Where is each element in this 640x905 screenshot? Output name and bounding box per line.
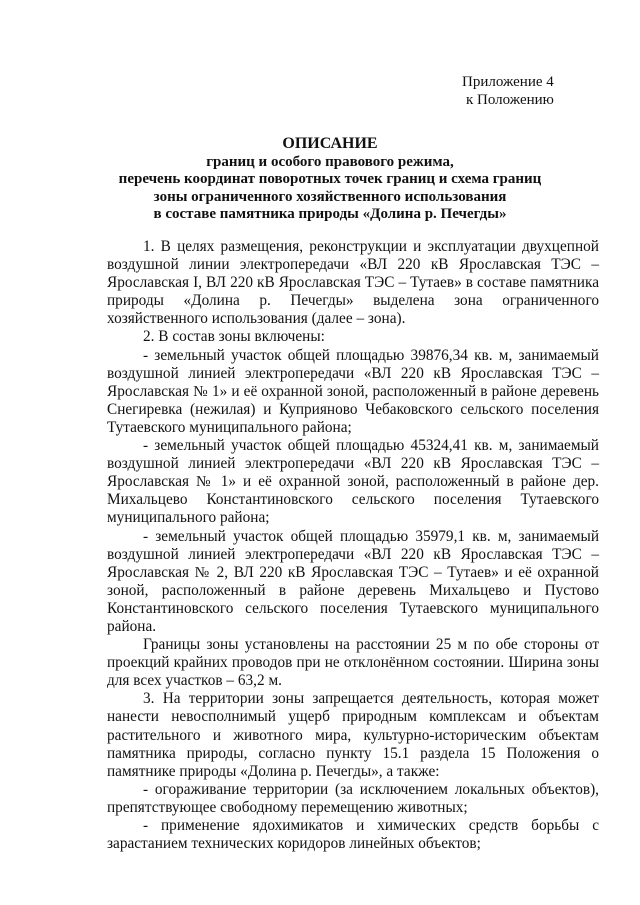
paragraph-6: Границы зоны установлены на расстоянии 25 м по обе стороны от проекций крайних проводов при не отклонённом состоянии. Ширина зоны для всех участков – 63,2 м.: [107, 636, 599, 690]
heading-line-1: границ и особого правового режима,: [206, 153, 454, 170]
paragraph-4: - земельный участок общей площадью 45324,41 кв. м, занимаемый воздушной линией электропередачи «ВЛ 220 кВ Ярославская ТЭС – Ярославская № 1» и её охранной зоной, расположенный в районе дер. Михальцево Константиновского сельского поселения Тутаевского муниципального района;: [107, 437, 599, 527]
appendix-reference: [462, 73, 602, 109]
paragraph-1: 1. В целях размещения, реконструкции и эксплуатации двухцепной воздушной линии электропередачи «ВЛ 220 кВ Ярославская ТЭС – Ярославская I, ВЛ 220 кВ Ярославская ТЭС – Тутаев» в составе памятника природы «Долина р. Печегды» выделена зона ограниченного хозяйственного использования (далее – зона).: [107, 238, 599, 328]
document-heading: [60, 135, 600, 224]
paragraph-8: - огораживание территории (за исключением локальных объектов), препятствующее свободному перемещению животных;: [107, 780, 599, 816]
paragraph-7: 3. На территории зоны запрещается деятельность, которая может нанести невосполнимый ущерб природным комплексам и объектам растительного и животного мира, культурно-историческим объектам памятника природы, согласно пункту 15.1 раздела 15 Положения о памятнике природы «Долина р. Печегды», а также:: [107, 690, 599, 780]
paragraph-3: - земельный участок общей площадью 39876,34 кв. м, занимаемый воздушной линией электропередачи «ВЛ 220 кВ Ярославская ТЭС – Ярославская № 1» и её охранной зоной, расположенный в районе деревень Снегиревка (нежилая) и Куприяново Чебаковского сельского поселения Тутаевского муниципального района;: [107, 346, 599, 436]
document-body: [107, 238, 599, 853]
appendix-line-1: Приложение 4: [462, 74, 554, 90]
appendix-line-2: к Положению: [466, 92, 554, 108]
document-title: ОПИСАНИЕ: [282, 135, 378, 152]
paragraph-9: - применение ядохимикатов и химических средств борьбы с зарастанием технических коридоров линейных объектов;: [107, 817, 599, 853]
heading-line-4: в составе памятника природы «Долина р. Печегды»: [153, 206, 507, 222]
heading-line-3: зоны ограниченного хозяйственного использования: [153, 188, 507, 205]
paragraph-5: - земельный участок общей площадью 35979,1 кв. м, занимаемый воздушной линией электропередачи «ВЛ 220 кВ Ярославская ТЭС – Ярославская № 2, ВЛ 220 кВ Ярославская ТЭС – Тутаев» и её охранной зоной, расположенный в районе деревень Михальцево и Пустово Константиновского сельского поселения Тутаевского муниципального района.: [107, 527, 599, 635]
paragraph-2: 2. В состав зоны включены:: [143, 328, 325, 346]
heading-line-2: перечень координат поворотных точек границ и схема границ: [118, 171, 542, 187]
